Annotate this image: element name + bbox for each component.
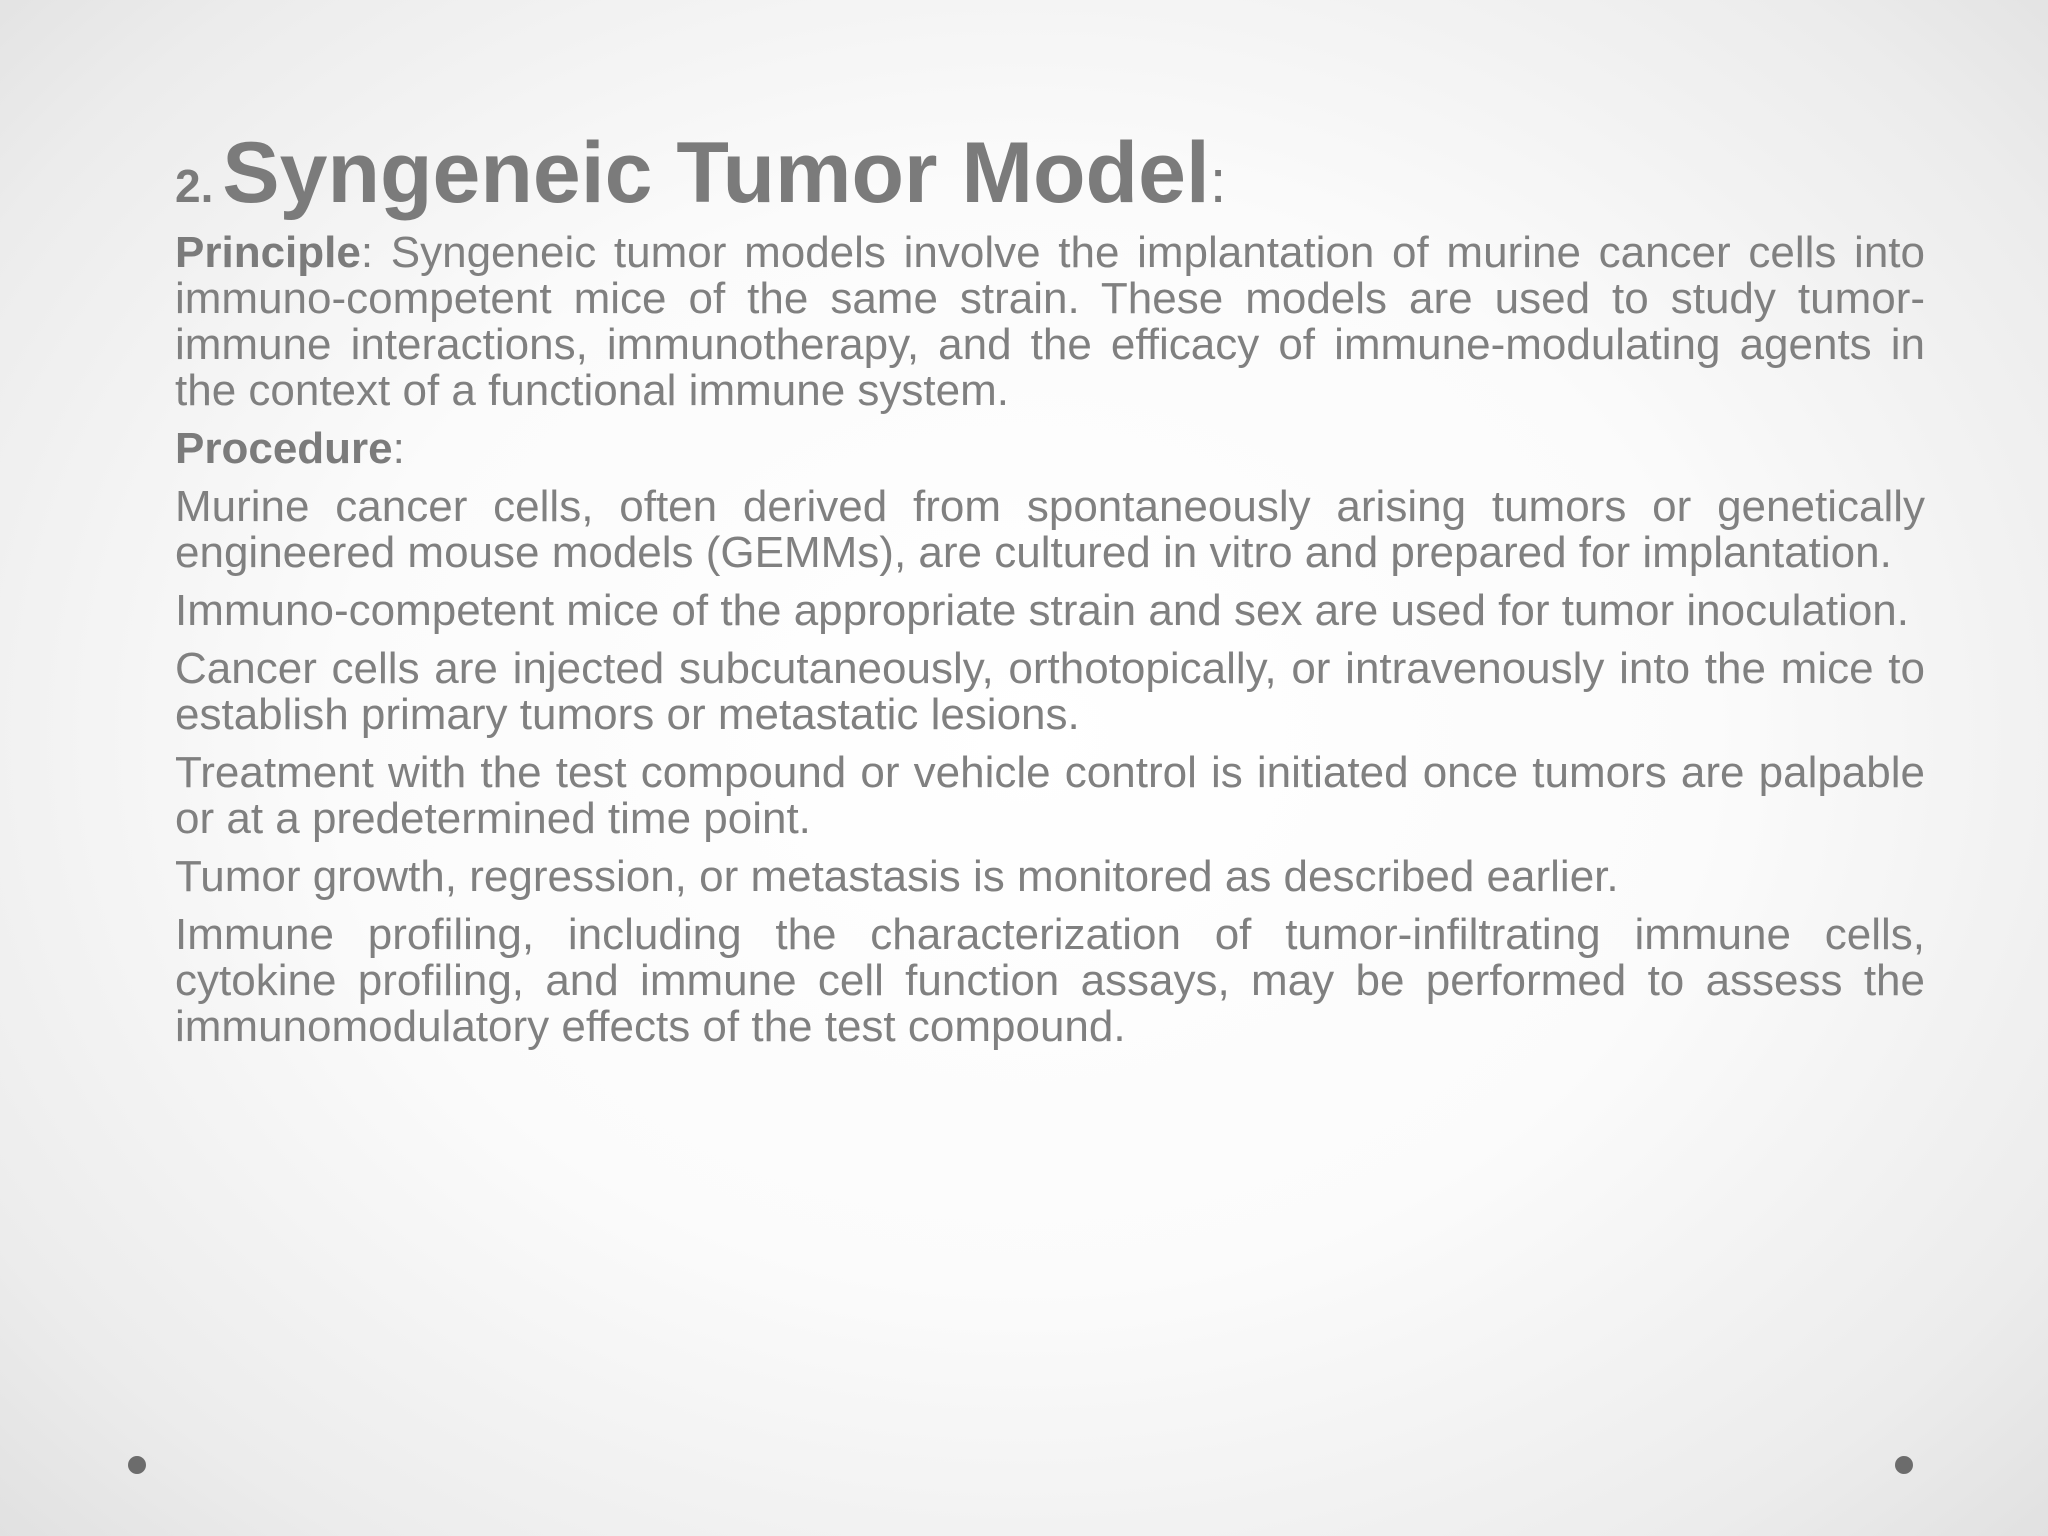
corner-dot-right	[1895, 1456, 1913, 1474]
procedure-heading	[175, 426, 1925, 472]
procedure-step: Tumor growth, regression, or metastasis is monitored as described earlier.	[175, 852, 1619, 901]
slide-title	[175, 125, 1925, 221]
procedure-separator: :	[392, 424, 405, 473]
title-colon: :	[1209, 148, 1227, 215]
procedure-step: Treatment with the test compound or vehicle control is initiated once tumors are palpable or at a predetermined time point.	[175, 748, 1925, 843]
corner-dot-left	[128, 1456, 146, 1474]
procedure-label: Procedure	[175, 424, 393, 473]
title-dot: .	[200, 160, 214, 212]
title-number: 2	[175, 160, 201, 212]
procedure-step: Cancer cells are injected subcutaneously, orthotopically, or intravenously into the mice to establish primary tumors or metastatic lesions.	[175, 644, 1925, 739]
procedure-step: Immune profiling, including the characterization of tumor-infiltrating immune cells, cytokine profiling, and immune cell function assays, may be performed to assess the immunomodulatory effects of the test compound.	[175, 910, 1925, 1051]
principle-paragraph	[175, 230, 1925, 414]
principle-separator: :	[360, 228, 374, 277]
procedure-step: Immuno-competent mice of the appropriate strain and sex are used for tumor inoculation.	[175, 586, 1910, 635]
principle-label: Principle	[175, 228, 361, 277]
principle-text: Syngeneic tumor models involve the implantation of murine cancer cells into immuno-competent mice of the same strain. These models are used to study tumor-immune interactions, immunotherapy, and the efficacy of immune-modulating agents in the context of a functional immune system.	[175, 228, 1925, 415]
title-text: Syngeneic Tumor Model	[222, 125, 1210, 221]
slide-content	[175, 125, 1925, 1062]
procedure-step: Murine cancer cells, often derived from spontaneously arising tumors or genetically engineered mouse models (GEMMs), are cultured in vitro and prepared for implantation.	[175, 482, 1925, 577]
